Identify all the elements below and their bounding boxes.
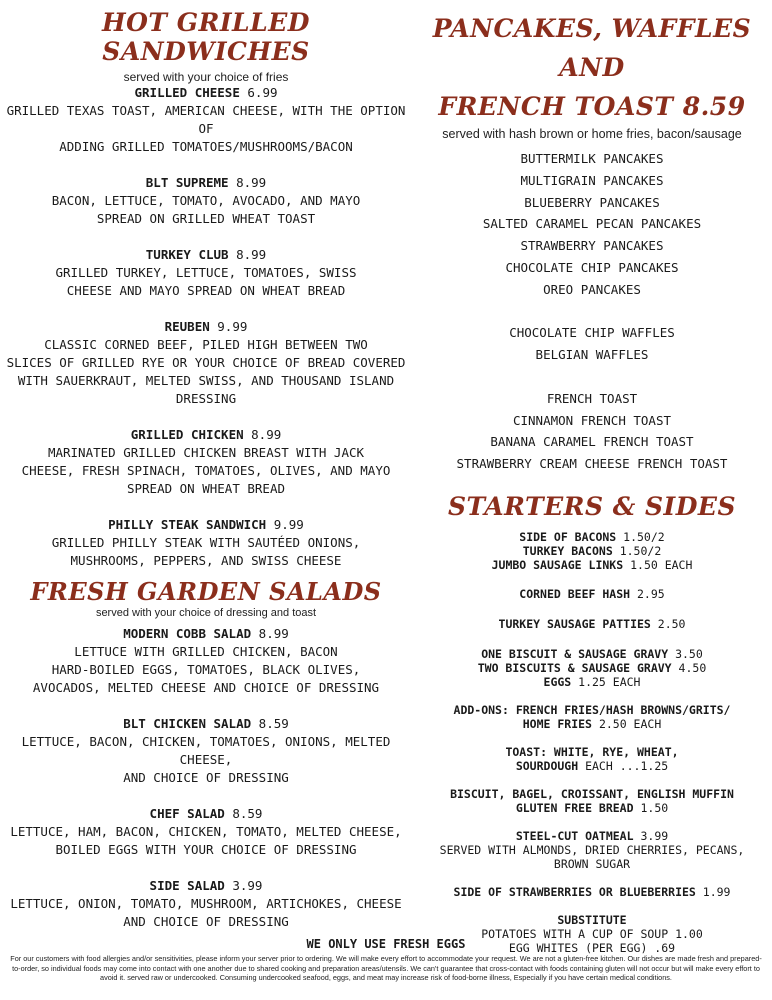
list-item: CINNAMON FRENCH TOAST: [512, 412, 672, 428]
side-item-line: [412, 617, 772, 631]
item-name: PHILLY STEAK SANDWICH: [108, 516, 267, 532]
side-item-line: [412, 745, 772, 759]
menu-item: [0, 625, 412, 697]
item-description: MARINATED GRILLED CHICKEN BREAST WITH JACK CHEESE, FRESH SPINACH, TOMATOES, OLIVES, AND MAYO SPREAD ON WHEAT BREAD: [21, 444, 391, 496]
side-item-name: EGGS: [543, 674, 572, 689]
side-item-line: [412, 703, 772, 717]
list-item: CHOCOLATE CHIP PANCAKES: [505, 259, 679, 275]
salad-list: [0, 625, 412, 931]
side-item-name: SIDE OF STRAWBERRIES OR BLUEBERRIES: [453, 884, 696, 899]
side-item-line: [412, 544, 772, 558]
list-item: BELGIAN WAFFLES: [535, 347, 649, 363]
menu-item: [0, 426, 412, 498]
side-item-name: SOURDOUGH: [515, 758, 579, 773]
item-price: 9.99: [273, 516, 304, 532]
side-item-name: STEEL-CUT OATMEAL: [515, 828, 634, 843]
item-description: LETTUCE, ONION, TOMATO, MUSHROOM, ARTICHOKES, CHEESE AND CHOICE OF DRESSING: [10, 896, 402, 930]
side-item-line: [412, 885, 772, 899]
item-price: 8.59: [258, 716, 289, 732]
side-item-price: 1.25 EACH: [578, 674, 641, 689]
sandwiches-subtitle: served with your choice of fries: [123, 69, 289, 84]
side-item: [412, 745, 772, 773]
item-price: 9.99: [217, 318, 248, 334]
french-toast-list: [412, 388, 772, 475]
list-item: BANANA CARAMEL FRENCH TOAST: [490, 434, 694, 450]
side-item-name: ADD-ONS: FRENCH FRIES/HASH BROWNS/GRITS/: [453, 702, 731, 717]
side-item-line: [412, 759, 772, 773]
side-item-name: CORNED BEEF HASH: [519, 586, 631, 601]
side-item-name: GLUTEN FREE BREAD: [515, 800, 634, 815]
side-item-price: BROWN SUGAR: [553, 856, 631, 871]
list-item: OREO PANCAKES: [543, 281, 641, 297]
side-item: [412, 587, 772, 601]
pancakes-heading-line2: FRENCH TOAST 8.59: [438, 92, 746, 121]
item-description: LETTUCE WITH GRILLED CHICKEN, BACON HARD-BOILED EGGS, TOMATOES, BLACK OLIVES, AVOCADOS, MELTED CHEESE AND CHOICE OF DRESSING: [32, 644, 380, 696]
side-item-name: TURKEY BACONS: [522, 543, 613, 558]
side-item-price: 4.50: [678, 660, 707, 675]
side-item: [412, 647, 772, 689]
item-price: 8.99: [258, 626, 289, 642]
salads-subtitle: served with your choice of dressing and toast: [95, 607, 317, 620]
item-description: GRILLED TEXAS TOAST, AMERICAN CHEESE, WITH THE OPTION OF ADDING GRILLED TOMATOES/MUSHROOMS/BACON: [6, 102, 406, 154]
side-item-price: EACH ...1.25: [585, 758, 669, 773]
list-item: BUTTERMILK PANCAKES: [520, 151, 664, 166]
list-item: SALTED CARAMEL PECAN PANCAKES: [482, 216, 702, 232]
list-item: STRAWBERRY PANCAKES: [520, 238, 664, 254]
pancakes-heading: [412, 9, 772, 126]
list-item: BLUEBERRY PANCAKES: [524, 194, 660, 210]
side-item-name: TOAST: WHITE, RYE, WHEAT,: [505, 744, 679, 759]
item-name: CHEF SALAD: [149, 806, 225, 822]
menu-item: [0, 516, 412, 570]
item-price: 8.99: [236, 174, 267, 190]
starters-list: [412, 530, 772, 955]
item-name: MODERN COBB SALAD: [123, 626, 252, 642]
item-price: 8.59: [232, 806, 263, 822]
side-item-price: 2.50 EACH: [598, 716, 662, 731]
menu-item: [0, 174, 412, 228]
side-item-line: [412, 587, 772, 601]
item-name: GRILLED CHEESE: [134, 84, 240, 100]
starters-heading: STARTERS & SIDES: [447, 491, 737, 521]
side-item: [412, 885, 772, 899]
item-description: CLASSIC CORNED BEEF, PILED HIGH BETWEEN TWO SLICES OF GRILLED RYE OR YOUR CHOICE OF BREAD COVERED WITH SAUERKRAUT, MELTED SWISS, AND THOUSAND ISLAND DRESSING: [6, 336, 406, 406]
sandwich-list: [0, 84, 412, 570]
side-item-price: 2.95: [637, 586, 665, 601]
menu-item: [0, 246, 412, 300]
list-item: MULTIGRAIN PANCAKES: [520, 172, 664, 188]
item-description: GRILLED PHILLY STEAK WITH SAUTÉED ONIONS, MUSHROOMS, PEPPERS, AND SWISS CHEESE: [51, 534, 361, 568]
side-item-line: [412, 787, 772, 801]
side-item-price: 1.50: [640, 800, 669, 815]
right-column: [412, 0, 772, 955]
side-item-price: 2.50: [657, 616, 686, 631]
side-item-line: [412, 829, 772, 843]
side-item-name: JUMBO SAUSAGE LINKS: [491, 557, 624, 572]
side-item-name: HOME FRIES: [522, 716, 592, 731]
item-price: 8.99: [236, 246, 267, 262]
item-name: BLT CHICKEN SALAD: [123, 716, 252, 732]
side-item-name: TURKEY SAUSAGE PATTIES: [498, 616, 651, 631]
side-item-line: [412, 675, 772, 689]
side-item-line: [412, 530, 772, 544]
item-description: BACON, LETTUCE, TOMATO, AVOCADO, AND MAYO SPREAD ON GRILLED WHEAT TOAST: [51, 192, 361, 226]
item-description: GRILLED TURKEY, LETTUCE, TOMATOES, SWISS CHEESE AND MAYO SPREAD ON WHEAT BREAD: [55, 264, 357, 298]
side-item-name: TWO BISCUITS & SAUSAGE GRAVY: [477, 660, 672, 675]
salads-heading: FRESH GARDEN SALADS: [30, 576, 382, 606]
side-item-name: SUBSTITUTE: [557, 912, 627, 927]
item-name: REUBEN: [164, 318, 210, 334]
side-item-line: [412, 717, 772, 731]
pancakes-subtitle: served with hash brown or home fries, bacon/sausage: [442, 127, 742, 141]
sandwiches-heading: HOT GRILLED SANDWICHES: [102, 8, 310, 66]
left-column: [0, 0, 412, 931]
item-name: GRILLED CHICKEN: [130, 426, 244, 442]
side-item-price: SERVED WITH ALMONDS, DRIED CHERRIES, PECANS,: [439, 842, 745, 857]
waffle-list: [412, 322, 772, 366]
side-item-line: [412, 857, 772, 871]
side-item-price: 3.99: [640, 828, 669, 843]
menu-item: [0, 877, 412, 931]
side-item-name: BISCUIT, BAGEL, CROISSANT, ENGLISH MUFFIN: [450, 786, 734, 801]
side-item-price: EGG WHITES (PER EGG) .69: [508, 940, 676, 955]
item-description: LETTUCE, HAM, BACON, CHICKEN, TOMATO, MELTED CHEESE, BOILED EGGS WITH YOUR CHOICE OF DRESSING: [10, 824, 402, 858]
menu-item: [0, 84, 412, 156]
side-item-line: [412, 801, 772, 815]
side-item: [412, 617, 772, 631]
side-item-price: 1.50/2: [623, 529, 665, 544]
side-item-price: 1.50/2: [619, 543, 662, 558]
list-item: STRAWBERRY CREAM CHEESE FRENCH TOAST: [456, 456, 728, 472]
list-item: CHOCOLATE CHIP WAFFLES: [509, 325, 675, 341]
item-description: LETTUCE, BACON, CHICKEN, TOMATOES, ONIONS, MELTED CHEESE, AND CHOICE OF DRESSING: [21, 734, 391, 786]
side-item-price: 3.50: [675, 646, 703, 661]
side-item-name: ONE BISCUIT & SAUSAGE GRAVY: [481, 646, 669, 661]
side-item-line: [412, 843, 772, 857]
item-name: TURKEY CLUB: [145, 246, 229, 262]
item-price: 6.99: [247, 84, 278, 100]
menu-item: [0, 805, 412, 859]
allergy-notice: For our customers with food allergies and/or sensitivities, please inform your server prior to ordering. We will make every effort to accommodate your request. We are not a gluten-free kitchen. Our dishes are made fresh and prepared-to-order, so individual foods may come into contact with one another due to shared cooking and preparation areas/utensils. We can't guarantee that cross-contact with foods containing gluten will not occur but will make every effort to avoid it. served raw or undercooked. Consuming undercooked seafood, eggs, and meat may increase risk of food-borne illness, Especially if you have certain medical conditions.: [10, 954, 762, 982]
menu-item: [0, 318, 412, 408]
side-item-name: SIDE OF BACONS: [519, 529, 617, 544]
list-item: FRENCH TOAST: [546, 390, 638, 406]
item-name: BLT SUPREME: [145, 174, 229, 190]
side-item: [412, 787, 772, 815]
side-item-line: [412, 647, 772, 661]
pancakes-heading-line1: PANCAKES, WAFFLES AND: [432, 14, 752, 82]
side-item-price: POTATOES WITH A CUP OF SOUP 1.00: [481, 926, 703, 941]
side-item: [412, 703, 772, 731]
item-price: 8.99: [251, 426, 282, 442]
menu-item: [0, 715, 412, 787]
footer: [0, 937, 772, 983]
side-item: [412, 530, 772, 572]
side-item-line: [412, 913, 772, 927]
pancake-list: [412, 148, 772, 301]
side-item-line: [412, 661, 772, 675]
item-price: 3.99: [232, 878, 263, 894]
item-name: SIDE SALAD: [149, 878, 225, 894]
side-item: [412, 829, 772, 871]
footer-title: WE ONLY USE FRESH EGGS: [306, 937, 466, 951]
side-item-price: 1.50 EACH: [630, 557, 693, 572]
side-item-price: 1.99: [702, 884, 731, 899]
side-item-line: [412, 558, 772, 572]
